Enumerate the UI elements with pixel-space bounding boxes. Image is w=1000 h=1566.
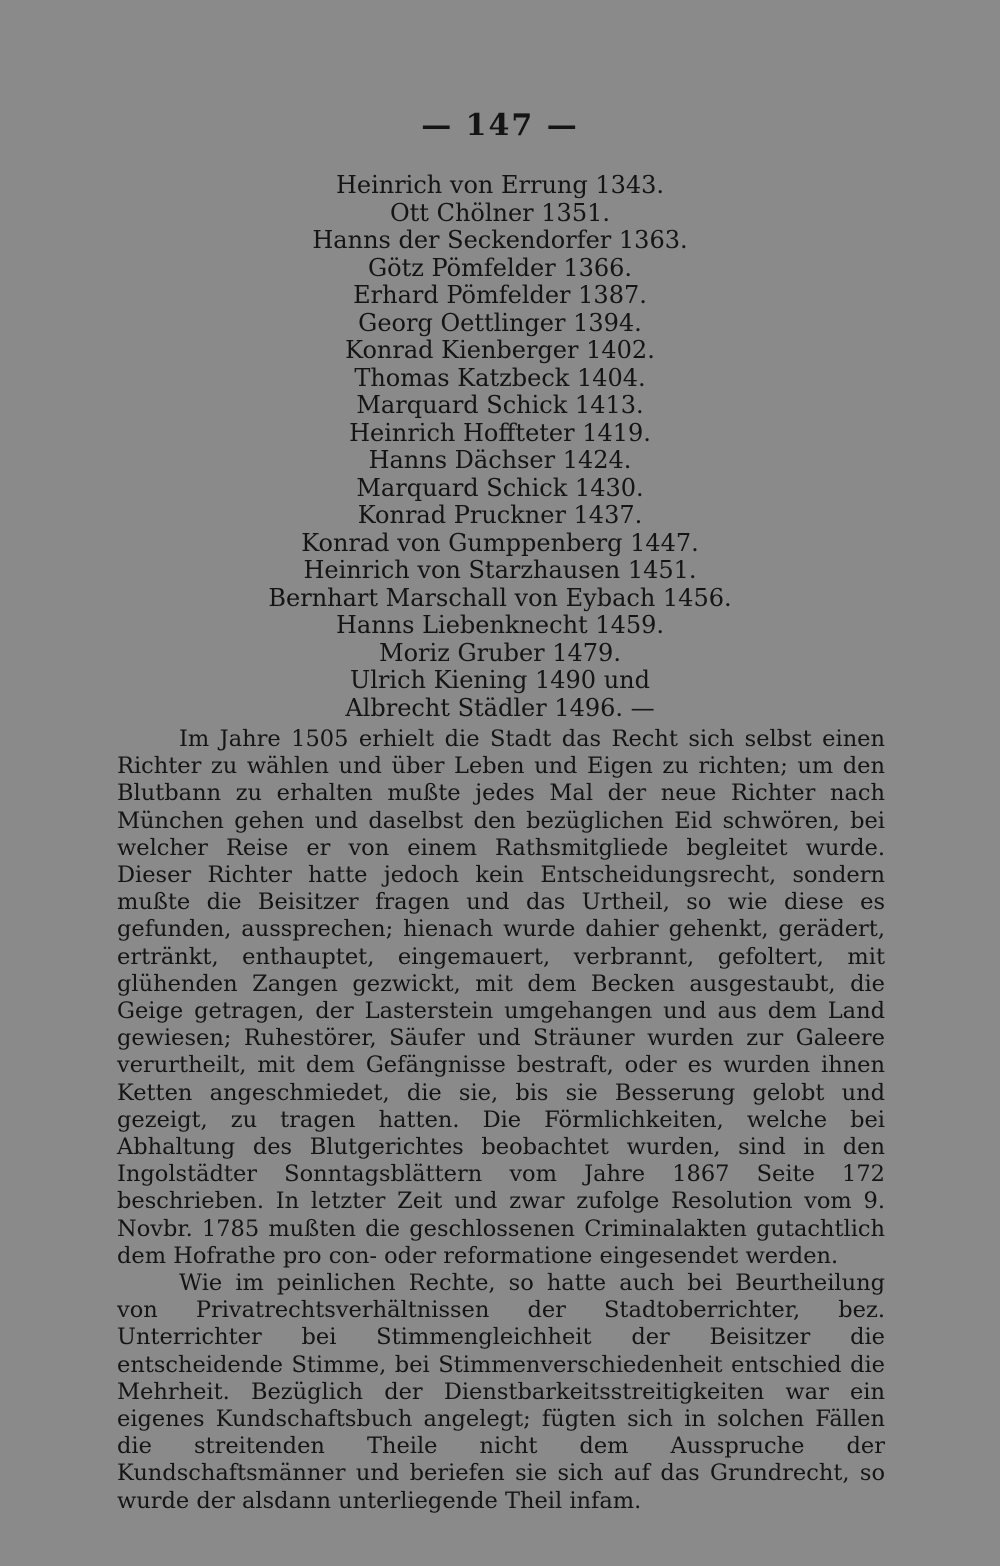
list-item: Konrad von Gumppenberg 1447.	[301, 528, 699, 557]
list-item: Heinrich von Starzhausen 1451.	[303, 556, 697, 584]
list-item: Heinrich von Errung 1343.	[335, 171, 665, 199]
list-item: Moriz Gruber 1479.	[379, 638, 621, 667]
list-item: Hanns Dächser 1424.	[368, 446, 632, 474]
list-item: Georg Oettlinger 1394.	[358, 308, 642, 337]
list-item: Ulrich Kiening 1490 und	[350, 666, 650, 694]
list-item: Albrecht Städler 1496. —	[345, 693, 655, 722]
list-item: Götz Pömfelder 1366.	[367, 253, 633, 282]
body-text	[117, 726, 885, 1515]
list-item: Erhard Pömfelder 1387.	[353, 281, 647, 309]
list-item: Konrad Pruckner 1437.	[357, 501, 643, 529]
paragraph-civil-law: Wie im peinlichen Rechte, so hatte auch bei Beurtheilung von Privatrechtsverhältnissen der Stadtoberrichter, bez. Unterrichter bei Stimmengleichheit der Beisitzer die entscheidende Stimme, bei Stimmenverschiedenheit entschied die Mehrheit. Bezüglich der Dienstbarkeitsstreitigkeiten war ein eigenes Kundschaftsbuch angelegt; fügten sich in solchen Fällen die streitenden Theile nicht dem Ausspruche der Kundschaftsmänner und beriefen sie sich auf das Grundrecht, so wurde der alsdann unterliegende Theil infam.	[117, 1270, 885, 1514]
list-item: Hanns der Seckendorfer 1363.	[312, 226, 688, 254]
list-item: Marquard Schick 1413.	[356, 391, 644, 419]
list-item: Heinrich Hoffteter 1419.	[349, 418, 651, 447]
judge-list	[0, 172, 1000, 722]
list-item: Bernhart Marschall von Eybach 1456.	[268, 583, 732, 612]
list-item: Thomas Katzbeck 1404.	[354, 363, 646, 392]
list-item: Konrad Kienberger 1402.	[345, 336, 655, 364]
list-item: Hanns Liebenknecht 1459.	[335, 611, 665, 639]
list-item: Marquard Schick 1430.	[356, 473, 644, 502]
page-number: — 147 —	[421, 108, 579, 143]
list-item: Ott Chölner 1351.	[389, 198, 610, 227]
paragraph-blood-court: Im Jahre 1505 erhielt die Stadt das Recht sich selbst einen Richter zu wählen und über Leben und Eigen zu richten; um den Blutbann zu erhalten mußte jedes Mal der neue Richter nach München gehen und daselbst den bezüglichen Eid schwören, bei welcher Reise er von einem Rathsmitgliede begleitet wurde. Dieser Richter hatte jedoch kein Entscheidungsrecht, sondern mußte die Beisitzer fragen und das Urtheil, so wie diese es gefunden, aussprechen; hienach wurde dahier gehenkt, gerädert, ertränkt, enthauptet, eingemauert, verbrannt, gefoltert, mit glühenden Zangen gezwickt, mit dem Becken ausgestaubt, die Geige getragen, der Lasterstein umgehangen und aus dem Land gewiesen; Ruhestörer, Säufer und Sträuner wurden zur Galeere verurtheilt, mit dem Gefängnisse bestraft, oder es wurden ihnen Ketten angeschmiedet, die sie, bis sie Besserung gelobt und gezeigt, zu tragen hatten. Die Förmlichkeiten, welche bei Abhaltung des Blutgerichtes beobachtet wurden, sind in den Ingolstädter Sonntagsblättern vom Jahre 1867 Seite 172 beschrieben. In letzter Zeit und zwar zufolge Resolution vom 9. Novbr. 1785 mußten die geschlossenen Criminalakten gutachtlich dem Hofrathe pro con- oder reformatione eingesendet werden.	[117, 726, 885, 1269]
